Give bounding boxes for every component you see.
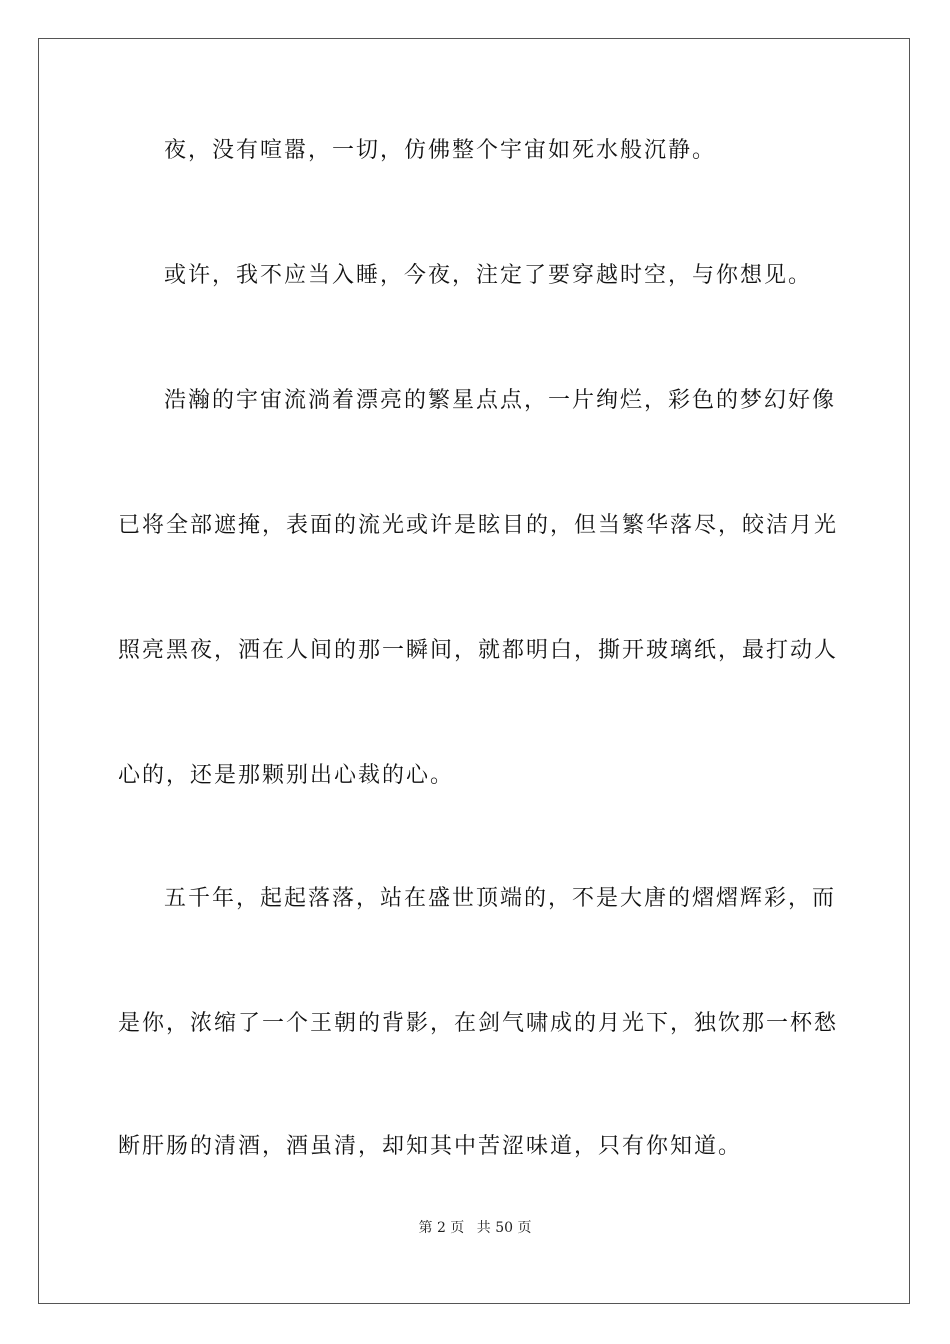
page-border: [38, 38, 910, 1304]
paragraph-line: 断肝肠的清酒，酒虽清，却知其中苦涩味道，只有你知道。: [118, 1134, 743, 1159]
paragraph-line: 已将全部遮掩，表面的流光或许是眩目的，但当繁华落尽，皎洁月光: [118, 513, 839, 538]
paragraph-line: 是你，浓缩了一个王朝的背影，在剑气啸成的月光下，独饮那一杯愁: [118, 1011, 839, 1036]
paragraph-line: 心的，还是那颗别出心裁的心。: [118, 763, 455, 788]
page-footer: [0, 1218, 950, 1238]
paragraph-line: 浩瀚的宇宙流淌着漂亮的繁星点点，一片绚烂，彩色的梦幻好像: [164, 388, 837, 413]
paragraph-line: 或许，我不应当入睡，今夜，注定了要穿越时空，与你想见。: [164, 263, 813, 288]
paragraph-line: 五千年，起起落落，站在盛世顶端的，不是大唐的熠熠辉彩，而: [164, 886, 837, 911]
page-number: 第 2 页: [418, 1220, 465, 1236]
paragraph-line: 照亮黑夜，洒在人间的那一瞬间，就都明白，撕开玻璃纸，最打动人: [118, 638, 839, 663]
paragraph-line: 夜，没有喧嚣，一切，仿佛整个宇宙如死水般沉静。: [164, 138, 717, 163]
total-pages: 共 50 页: [476, 1220, 532, 1236]
